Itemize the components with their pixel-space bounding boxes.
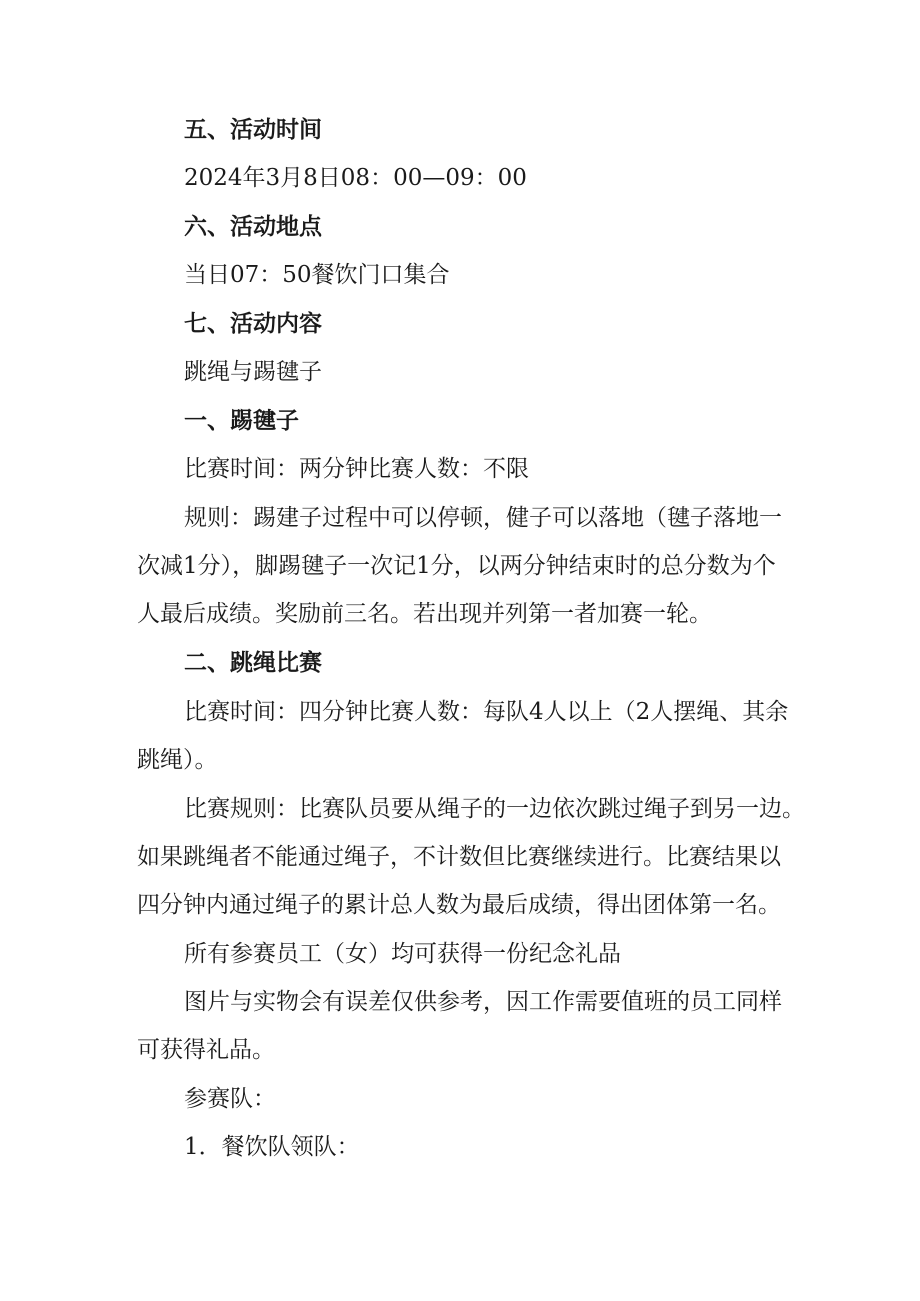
activity-time: 2024年3月8日08：00—09：00	[184, 165, 527, 191]
activity-content: 跳绳与踢毽子	[184, 359, 322, 385]
event2-rules-line1: 比赛规则：比赛队员要从绳子的一边依次跳过绳子到另一边。	[184, 796, 805, 822]
section5-heading: 五、活动时间	[184, 116, 322, 143]
event2-time-line1: 比赛时间：四分钟比赛人数：每队4人以上（2人摆绳、其余	[184, 699, 789, 725]
event2-rules-line2: 如果跳绳者不能通过绳子，不计数但比赛继续进行。比赛结果以	[137, 844, 781, 870]
event1-heading: 一、踢毽子	[184, 407, 299, 434]
event2-rules-line3: 四分钟内通过绳子的累计总人数为最后成绩，得出团体第一名。	[137, 892, 781, 918]
event2-heading: 二、跳绳比赛	[184, 649, 322, 676]
event2-time-line2: 跳绳）。	[137, 747, 218, 773]
photo-note-line2: 可获得礼品。	[137, 1037, 275, 1063]
event1-time: 比赛时间：两分钟比赛人数：不限	[184, 456, 529, 482]
teams-label: 参赛队：	[184, 1086, 276, 1112]
event1-rules-line1: 规则：踢建子过程中可以停顿，健子可以落地（毽子落地一	[184, 505, 782, 531]
team1-leader: 1．餐饮队领队：	[184, 1134, 360, 1160]
event1-rules-line2: 次减1分），脚踢毽子一次记1分，以两分钟结束时的总分数为个	[137, 553, 776, 579]
section7-heading: 七、活动内容	[184, 310, 322, 337]
section6-heading: 六、活动地点	[184, 213, 322, 240]
event1-rules-line3: 人最后成绩。奖励前三名。若出现并列第一者加赛一轮。	[137, 601, 712, 627]
activity-place: 当日07：50餐饮门口集合	[184, 262, 450, 288]
photo-note-line1: 图片与实物会有误差仅供参考，因工作需要值班的员工同样	[184, 989, 782, 1015]
gift-note: 所有参赛员工（女）均可获得一份纪念礼品	[184, 941, 621, 967]
